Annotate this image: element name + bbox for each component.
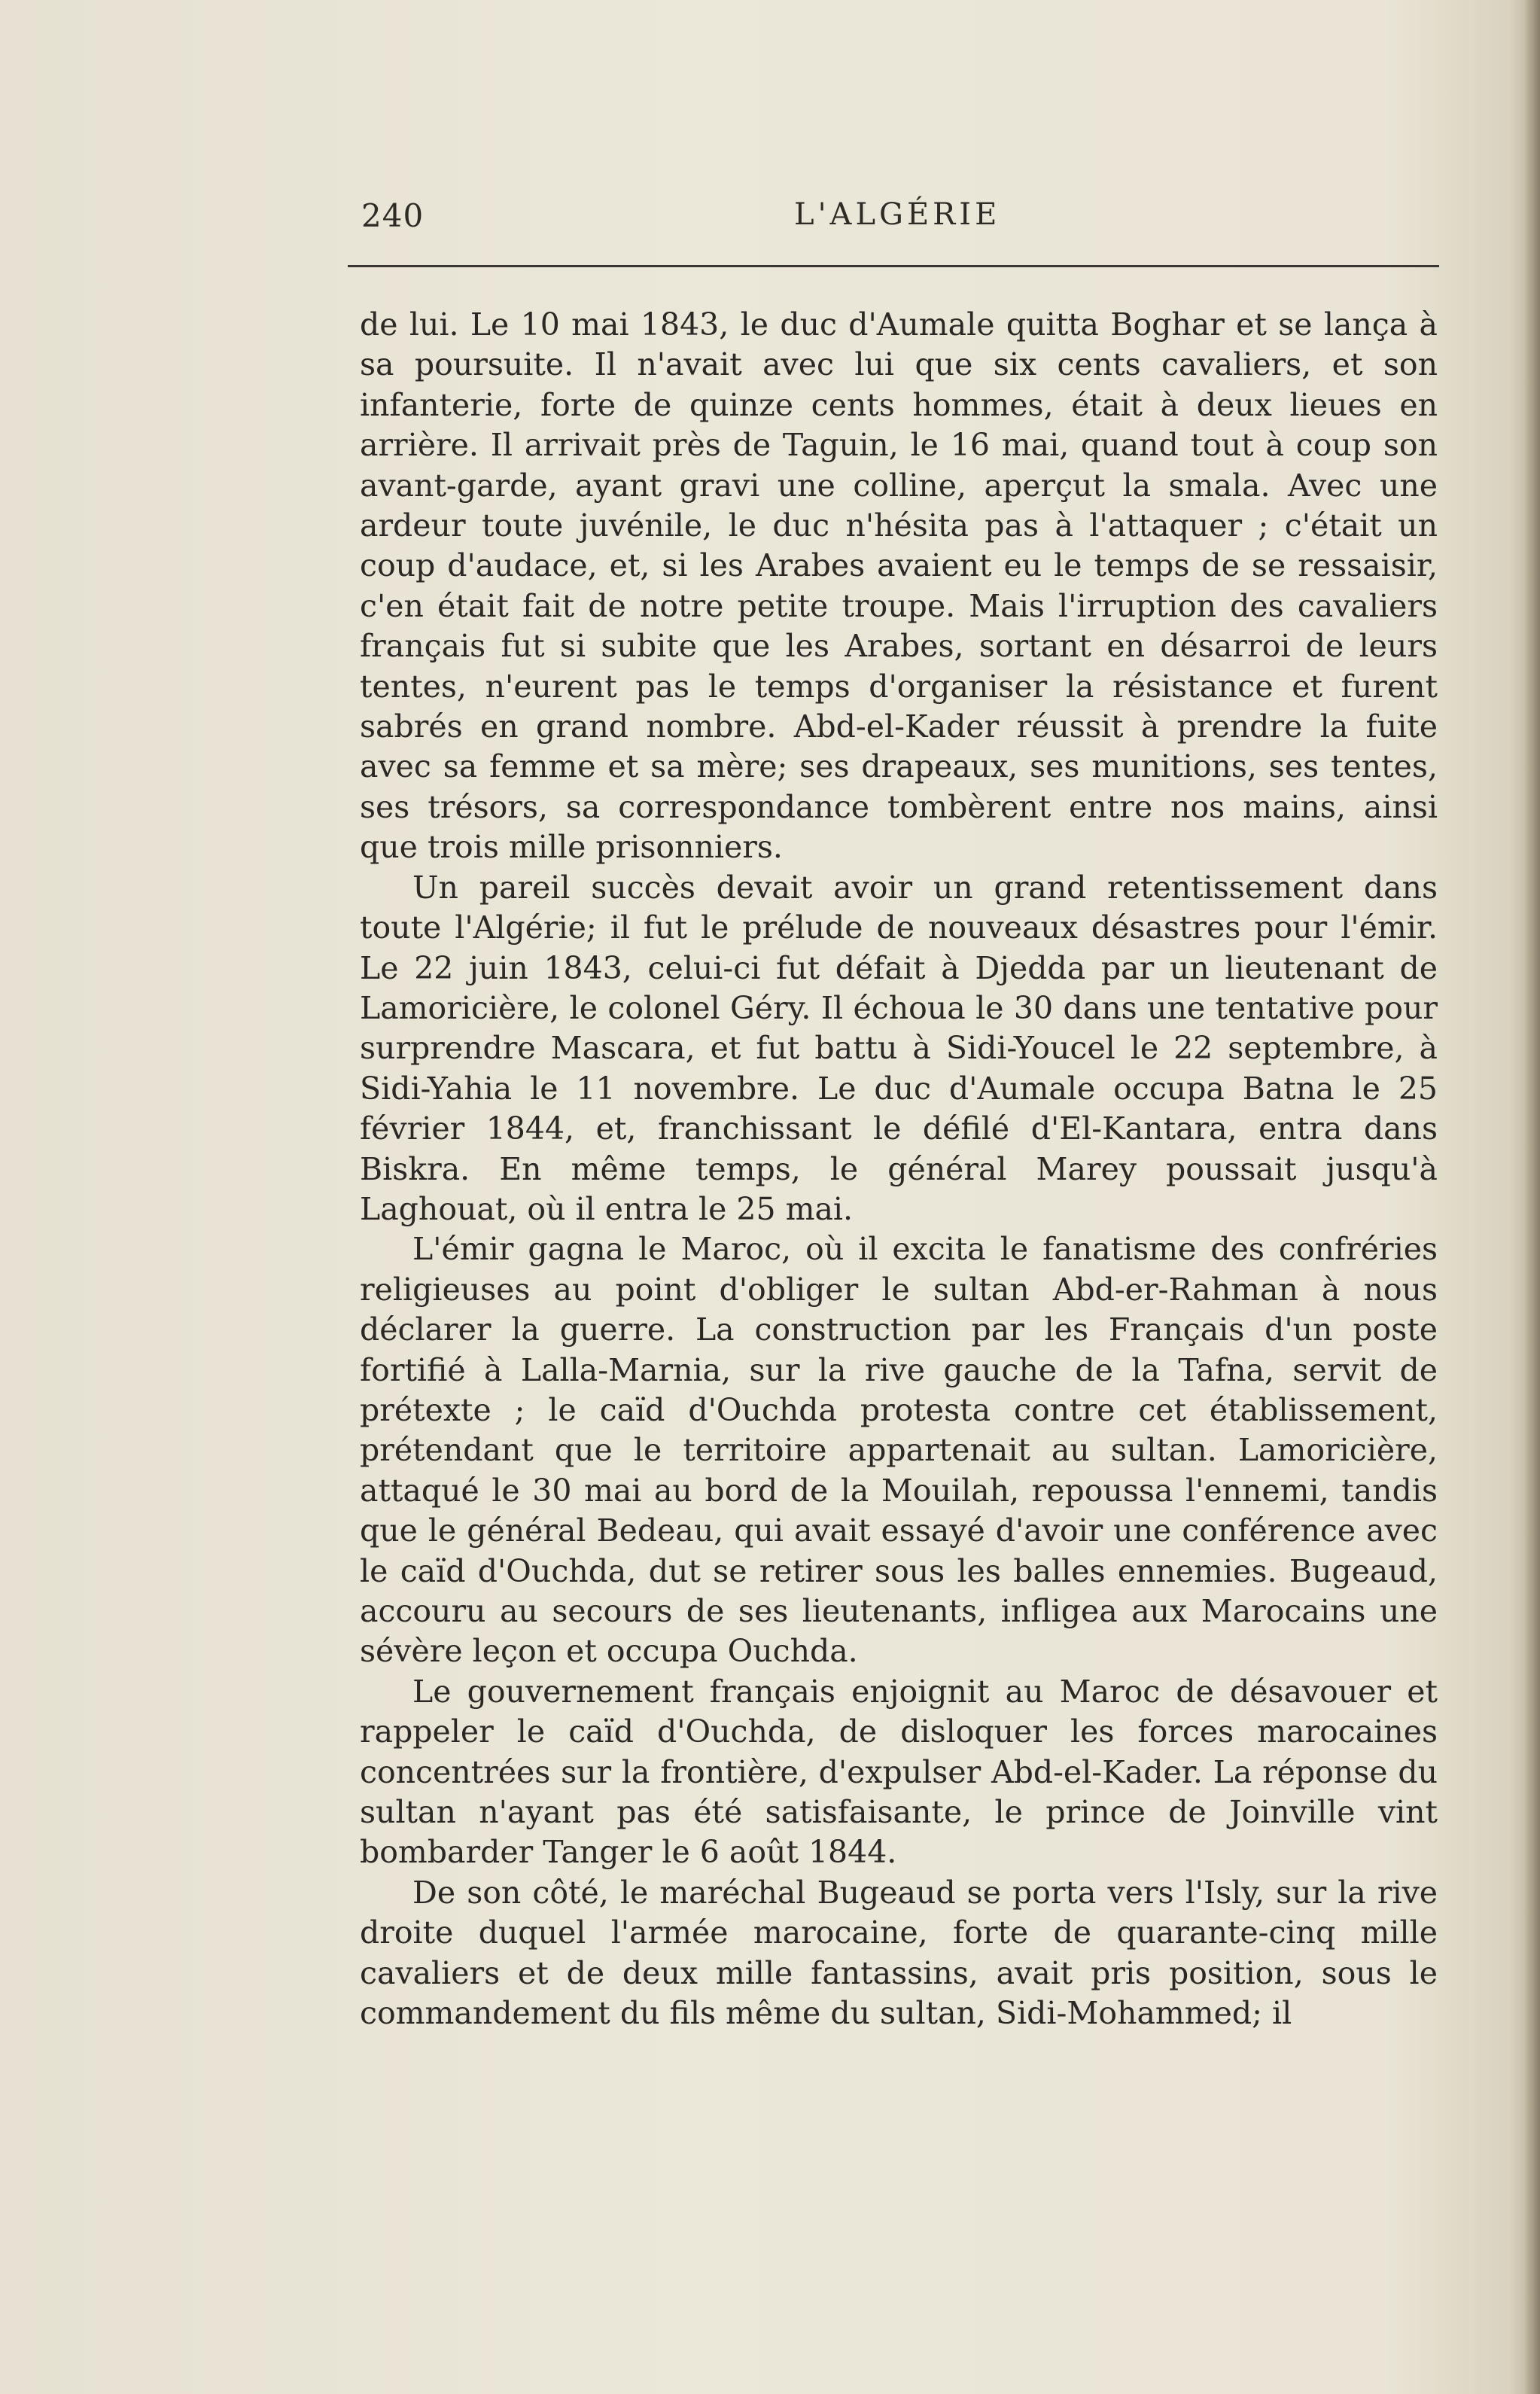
paragraph-1: de lui. Le 10 mai 1843, le duc d'Aumale quitta Boghar et se lança à sa poursuite. Il n'avait avec lui que six cents cavaliers, et son infanterie, forte de quinze cents hommes, était à deux lieues en arrière. Il arrivait près de Taguin, le 16 mai, quand tout à coup son avant-garde, ayant gravi une colline, aperçut la smala. Avec une ardeur toute juvénile, le duc n'hésita pas à l'attaquer ; c'était un coup d'audace, et, si les Arabes avaient eu le temps de se ressaisir, c'en était fait de notre petite troupe. Mais l'irruption des cavaliers français fut si subite que les Arabes, sortant en désarroi de leurs tentes, n'eurent pas le temps d'organiser la résistance et furent sabrés en grand nombre. Abd-el-Kader réussit à prendre la fuite avec sa femme et sa mère; ses drapeaux, ses munitions, ses tentes, ses trésors, sa correspondance tombèrent entre nos mains, ainsi que trois mille prisonniers.	[360, 306, 1438, 866]
body-text	[360, 305, 1438, 2033]
page-edge-shadow	[1523, 0, 1540, 2394]
page-header	[361, 197, 1438, 242]
paragraph-5: De son côté, le maréchal Bugeaud se porta vers l'Isly, sur la rive droite duquel l'armée marocaine, forte de quarante-cinq mille cavaliers et de deux mille fantassins, avait pris position, sous le commandement du fils même du sultan, Sidi-Mohammed; il	[360, 1874, 1438, 2032]
paragraph-3: L'émir gagna le Maroc, où il excita le fanatisme des confréries religieuses au point d'obliger le sultan Abd-er-Rahman à nous déclarer la guerre. La construction par les Français d'un poste fortifié à Lalla-Marnia, sur la rive gauche de la Tafna, servit de prétexte ; le caïd d'Ouchda protesta contre cet établissement, prétendant que le territoire appartenait au sultan. Lamoricière, attaqué le 30 mai au bord de la Mouilah, repoussa l'ennemi, tandis que le général Bedeau, qui avait essayé d'avoir une conférence avec le caïd d'Ouchda, dut se retirer sous les balles ennemies. Bugeaud, accouru au secours de ses lieutenants, infligea aux Marocains une sévère leçon et occupa Ouchda.	[360, 1231, 1438, 1670]
paragraph-4: Le gouvernement français enjoignit au Maroc de désavouer et rappeler le caïd d'Ouchda, de disloquer les forces marocaines concentrées sur la frontière, d'expulser Abd-el-Kader. La réponse du sultan n'ayant pas été satisfaisante, le prince de Joinville vint bombarder Tanger le 6 août 1844.	[360, 1673, 1438, 1871]
running-title: L'ALGÉRIE	[794, 197, 1001, 232]
paragraph-2: Un pareil succès devait avoir un grand retentissement dans toute l'Algérie; il fut le prélude de nouveaux désastres pour l'émir. Le 22 juin 1843, celui-ci fut défait à Djedda par un lieutenant de Lamoricière, le colonel Géry. Il échoua le 30 dans une tentative pour surprendre Mascara, et fut battu à Sidi-Youcel le 22 septembre, à Sidi-Yahia le 11 novembre. Le duc d'Aumale occupa Batna le 25 février 1844, et, franchissant le défilé d'El-Kantara, entra dans Biskra. En même temps, le général Marey poussait jusqu'à Laghouat, où il entra le 25 mai.	[360, 869, 1438, 1227]
header-rule	[348, 265, 1439, 267]
page-number: 240	[361, 197, 425, 234]
